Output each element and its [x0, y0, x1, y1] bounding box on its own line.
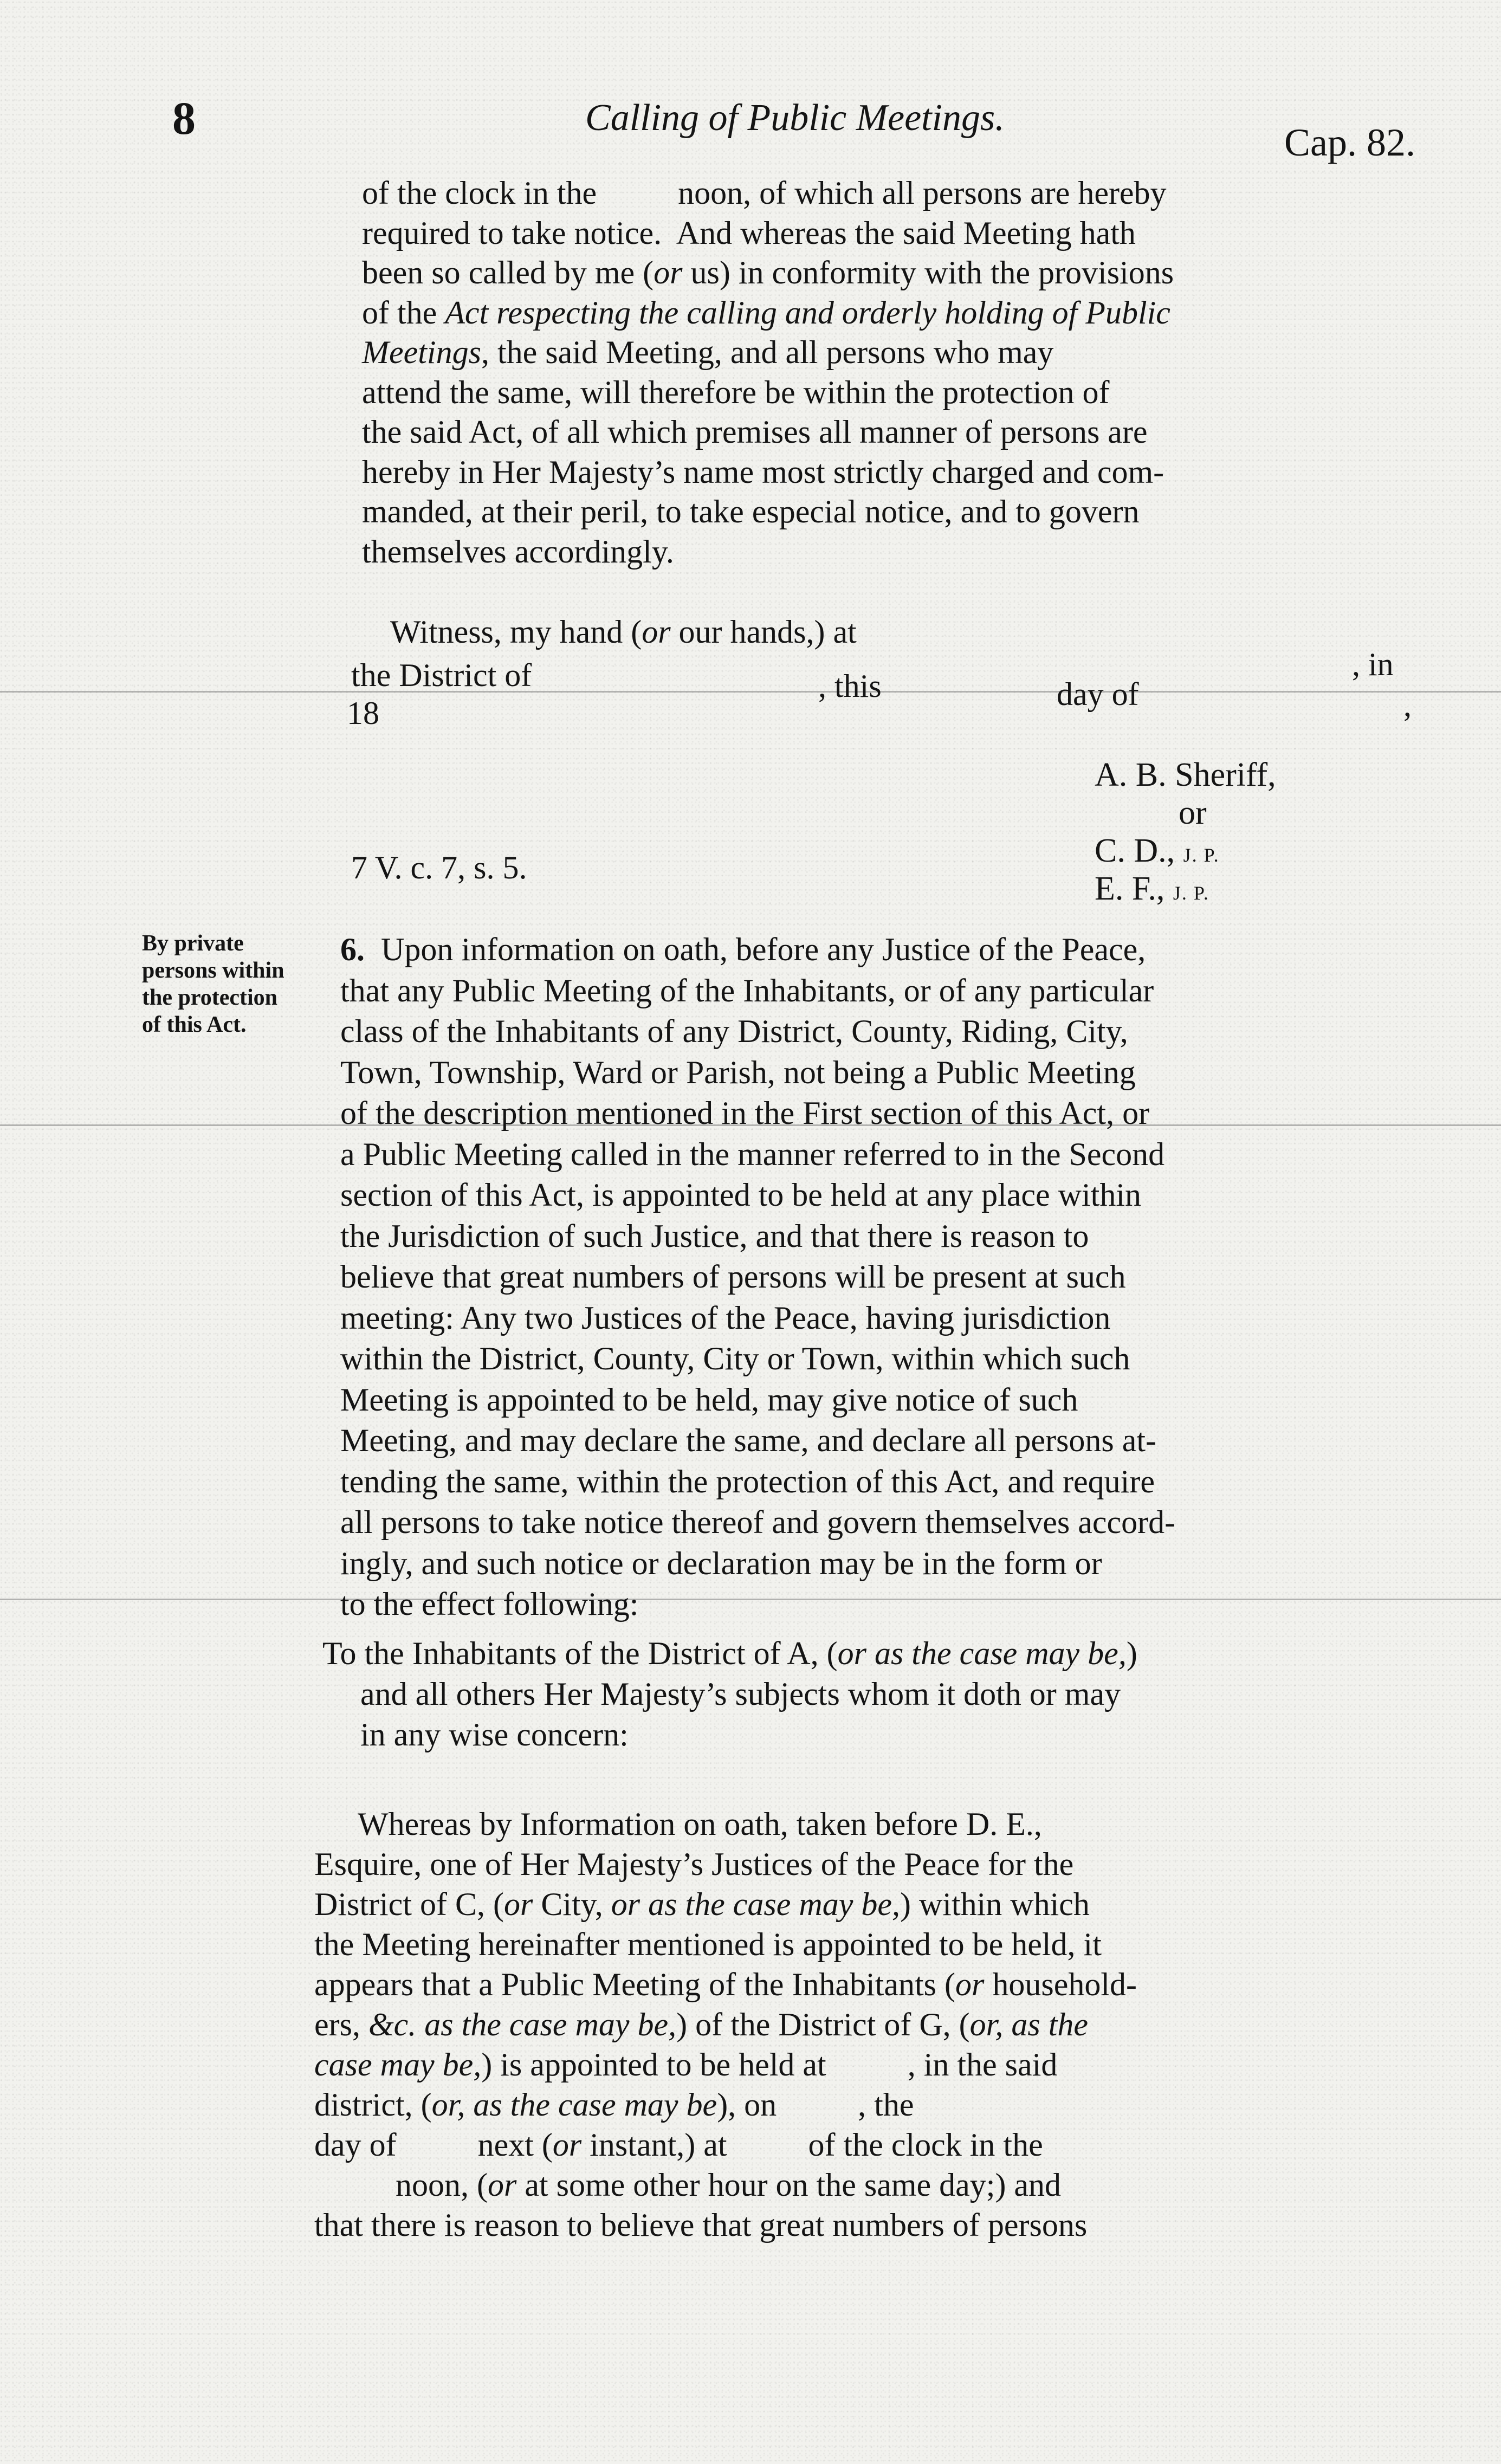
form-address-line: and all others Her Majesty’s subjects whom it doth or may [360, 1676, 1121, 1712]
signature-sheriff: A. B. Sheriff, [1095, 756, 1276, 793]
form-address-line: in any wise concern: [360, 1717, 629, 1752]
form-address-line: To the Inhabitants of the District of A, (or as the case may be,) [322, 1635, 1137, 1671]
section-6-line: to the effect following: [340, 1586, 639, 1622]
section-6-line: all persons to take notice thereof and govern themselves accord- [340, 1504, 1176, 1540]
section-6-line: within the District, County, City or Town, within which such [340, 1341, 1130, 1376]
signature-or: or [1179, 794, 1207, 831]
witness-district: the District of [351, 657, 532, 693]
marginal-note-line: the protection [142, 985, 278, 1010]
proclamation-line: themselves accordingly. [362, 533, 674, 570]
witness-text: or [642, 614, 671, 650]
proclamation-line: manded, at their peril, to take especial notice, and to govern [362, 494, 1140, 529]
proclamation-line: hereby in Her Majesty’s name most strictly charged and com- [362, 454, 1164, 490]
section-6-line: Meeting is appointed to be held, may give notice of such [340, 1381, 1078, 1418]
form-body-line: District of C, (or City, or as the case may be,) within which [314, 1886, 1090, 1922]
witness-line-2-end: , [1403, 687, 1412, 723]
signature-title: J. P. [1173, 882, 1209, 904]
signature-jp-2 [1095, 870, 1209, 908]
running-title: Calling of Public Meetings. [585, 97, 1005, 139]
statute-reference: 7 V. c. 7, s. 5. [351, 850, 527, 885]
signature-name: C. D., [1095, 832, 1175, 869]
witness-day-of: day of [1057, 676, 1139, 712]
marginal-note-line: persons within [142, 958, 284, 983]
form-body-line: the Meeting hereinafter mentioned is appointed to be held, it [314, 1926, 1102, 1962]
witness-line-1 [390, 612, 857, 651]
form-body-line: case may be,) is appointed to be held at , in the said [314, 2047, 1058, 2083]
section-6-line: Town, Township, Ward or Parish, not being a Public Meeting [340, 1054, 1136, 1090]
section-6-line: that any Public Meeting of the Inhabitants, or of any particular [340, 972, 1154, 1008]
proclamation-line: the said Act, of all which premises all manner of persons are [362, 414, 1148, 450]
section-6-line: meeting: Any two Justices of the Peace, having jurisdiction [340, 1299, 1111, 1336]
section-6-line: of the description mentioned in the First section of this Act, or [340, 1095, 1150, 1131]
section-6-line: believe that great numbers of persons will be present at such [340, 1259, 1126, 1295]
form-body-line: district, (or, as the case may be), on , the [314, 2087, 914, 2123]
section-6-line: a Public Meeting called in the manner referred to in the Second [340, 1136, 1165, 1172]
section-6-line: the Jurisdiction of such Justice, and that there is reason to [340, 1218, 1089, 1254]
proclamation-line: of the Act respecting the calling and orderly holding of Public [362, 294, 1170, 331]
signature-name: E. F., [1095, 870, 1165, 907]
marginal-note-line: By private [142, 931, 244, 956]
form-body-line: Whereas by Information on oath, taken before D. E., [358, 1806, 1042, 1842]
form-body-line: day of next (or instant,) at of the clock in the [314, 2127, 1043, 2163]
signature-title: J. P. [1183, 844, 1220, 866]
chapter-number: Cap. 82. [1284, 121, 1415, 164]
witness-text: our hands,) at [670, 614, 857, 650]
marginal-note-line: of this Act. [142, 1012, 247, 1037]
signature-jp-1 [1095, 832, 1220, 870]
proclamation-line: attend the same, will therefore be within the protection of [362, 374, 1110, 410]
form-body-line: appears that a Public Meeting of the Inhabitants (or household- [314, 1967, 1137, 2002]
section-6-line: 6. Upon information on oath, before any Justice of the Peace, [340, 932, 1146, 967]
proclamation-line: required to take notice. And whereas the said Meeting hath [362, 215, 1136, 251]
section-6-line: section of this Act, is appointed to be held at any place within [340, 1177, 1141, 1213]
proclamation-line: been so called by me (or us) in conformity with the provisions [362, 255, 1174, 290]
page-fold-line [0, 691, 1501, 693]
page-number: 8 [172, 92, 196, 144]
form-body-line: Esquire, one of Her Majesty’s Justices of the Peace for the [314, 1846, 1074, 1882]
form-body-line: ers, &c. as the case may be,) of the District of G, (or, as the [314, 2007, 1089, 2042]
witness-text: Witness, my hand ( [390, 614, 642, 650]
witness-year: 18 [347, 695, 379, 731]
section-6-line: class of the Inhabitants of any District, County, Riding, City, [340, 1013, 1128, 1049]
proclamation-line: Meetings, the said Meeting, and all persons who may [362, 334, 1054, 370]
witness-this: , this [818, 668, 882, 704]
section-6-line: ingly, and such notice or declaration may be in the form or [340, 1545, 1102, 1581]
form-body-line: that there is reason to believe that great numbers of persons [314, 2207, 1088, 2243]
section-6-line: tending the same, within the protection of this Act, and require [340, 1463, 1155, 1499]
form-body-line: noon, (or at some other hour on the same day;) and [314, 2167, 1062, 2203]
section-6-line: Meeting, and may declare the same, and declare all persons at- [340, 1422, 1157, 1458]
witness-line-1-end: , in [1352, 646, 1394, 682]
marginal-note [142, 930, 284, 1038]
proclamation-line: of the clock in the noon, of which all persons are hereby [362, 175, 1167, 211]
